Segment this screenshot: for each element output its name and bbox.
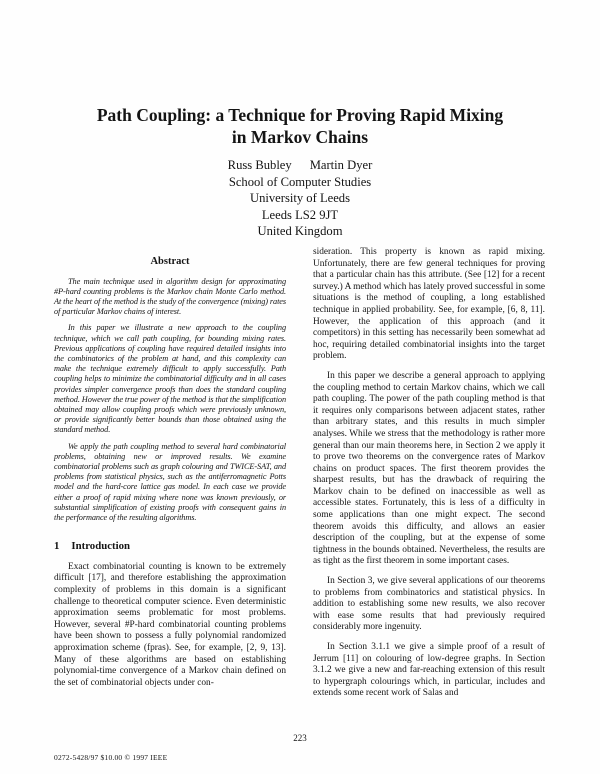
section-number: 1 [54, 540, 60, 553]
affiliation-line: Leeds LS2 9JT [261, 207, 339, 222]
affiliation-line: School of Computer Studies [228, 174, 372, 189]
section-title: Introduction [71, 540, 131, 553]
abstract-paragraph: The main technique used in algorithm design for approximating #P-hard counting problems is the Markov chain Monte Carlo method. At the heart of the method is the study of the convergence (mixing) rates of particular Markov chains of interest. [54, 276, 286, 317]
body-paragraph: Exact combinatorial counting is known to be extremely difficult [17], and therefore establishing the approximation complexity of problems in this domain is a significant challenge to theoretical computer science. Even deterministic approximation seems problematic for most problems. However, several #P-hard combinatorial counting problems have been shown to possess a fully polynomial randomized approximation scheme (fpras). See, for example, [2, 9, 13]. Many of these algorithms are based on establishing polynomial-time convergence of a Markov chain defined on the set of combinatorial objects under con- [54, 561, 286, 688]
body-paragraph: In Section 3.1.1 we give a simple proof of a result of Jerrum [11] on colouring of low-degree graphs. In Section 3.1.2 we give a new and far-reaching extension of this result to hypergraph colourings which, in particular, includes and extends some recent work of Salas and [313, 642, 545, 699]
body-paragraph: In this paper we describe a general approach to applying the coupling method to certain Markov chains, which we call path coupling. The power of the path coupling method is that it requires only comparisons between adjacent states, rather than arbitrary states, and this results in much simpler analyses. While we stress that the methodology is rather more general than our main theorems here, in Section 2 we apply it to prove two theorems on the convergence rates of Markov chains on product spaces. The first theorem provides the sharpest results, but has the drawback of requiring the Markov chain to be defined on inaccessible as well as accessible states. Fortunately, this is less of a difficulty in some applications than one might expect. The second theorem avoids this difficulty, and allows an easier description of the coupling, but at the expense of some tightness in the bounds obtained. Nevertheless, the results are as tight as the first theorem in some important cases. [313, 370, 545, 567]
paper-title [60, 104, 540, 148]
right-column [313, 247, 545, 708]
page-number: 223 [293, 733, 307, 743]
affiliation-line: United Kingdom [257, 224, 343, 239]
paper-title-line-2: in Markov Chains [231, 127, 369, 147]
body-paragraph: In Section 3, we give several applications of our theorems to problems from combinatorics and statistical physics. In addition to establishing some new results, we also recover with ease some results that had previously required considerably more ingenuity. [313, 576, 545, 633]
abstract-body [54, 277, 286, 524]
author-names [150, 157, 450, 174]
abstract-paragraph: In this paper we illustrate a new approach to the coupling technique, which we call path coupling, for bounding mixing rates. Previous applications of coupling have required detailed insights into the combinatorics of the problem at hand, and this complexity can make the technique extremely difficult to apply successfully. Path coupling helps to minimize the combinatorial difficulty and in all cases provides simpler convergence proofs than does the standard coupling method. However the true power of the method is that the simplification obtained may allow coupling proofs which were previously unknown, or provide significantly better bounds than those obtained using the standard method. [54, 323, 286, 435]
paper-title-line-1: Path Coupling: a Technique for Proving Rapid Mixing [96, 105, 504, 125]
affiliation-line: University of Leeds [249, 191, 351, 206]
section-heading-introduction [54, 541, 286, 553]
copyright-notice: 0272-5428/97 $10.00 © 1997 IEEE [54, 753, 168, 762]
author-name: Russ Bubley [227, 158, 292, 172]
abstract-paragraph: We apply the path coupling method to several hard combinatorial problems, obtaining new or improved results. We examine combinatorial problems such as graph colouring and TWICE-SAT, and problems from statistical physics, such as the antiferromagnetic Potts model and the hard-core lattice gas model. In each case we provide either a proof of rapid mixing where none was known previously, or substantial simplification of existing proofs with consequent gains in the performance of the resulting algorithms. [54, 441, 286, 523]
abstract-heading: Abstract [150, 256, 190, 267]
author-block [150, 157, 450, 240]
left-column [54, 256, 286, 697]
body-paragraph: sideration. This property is known as rapid mixing. Unfortunately, there are few general techniques for proving that a particular chain has this attribute. (See [12] for a recent survey.) A method which has lately proved successful in some situations is the method of coupling, a long established technique in applied probability. See, for example, [6, 8, 11]. However, the application of this approach (and it competitors) in this setting has necessarily been somewhat ad hoc, requiring detailed combinatorial insights into the target problem. [313, 247, 545, 362]
author-name: Martin Dyer [309, 158, 373, 172]
